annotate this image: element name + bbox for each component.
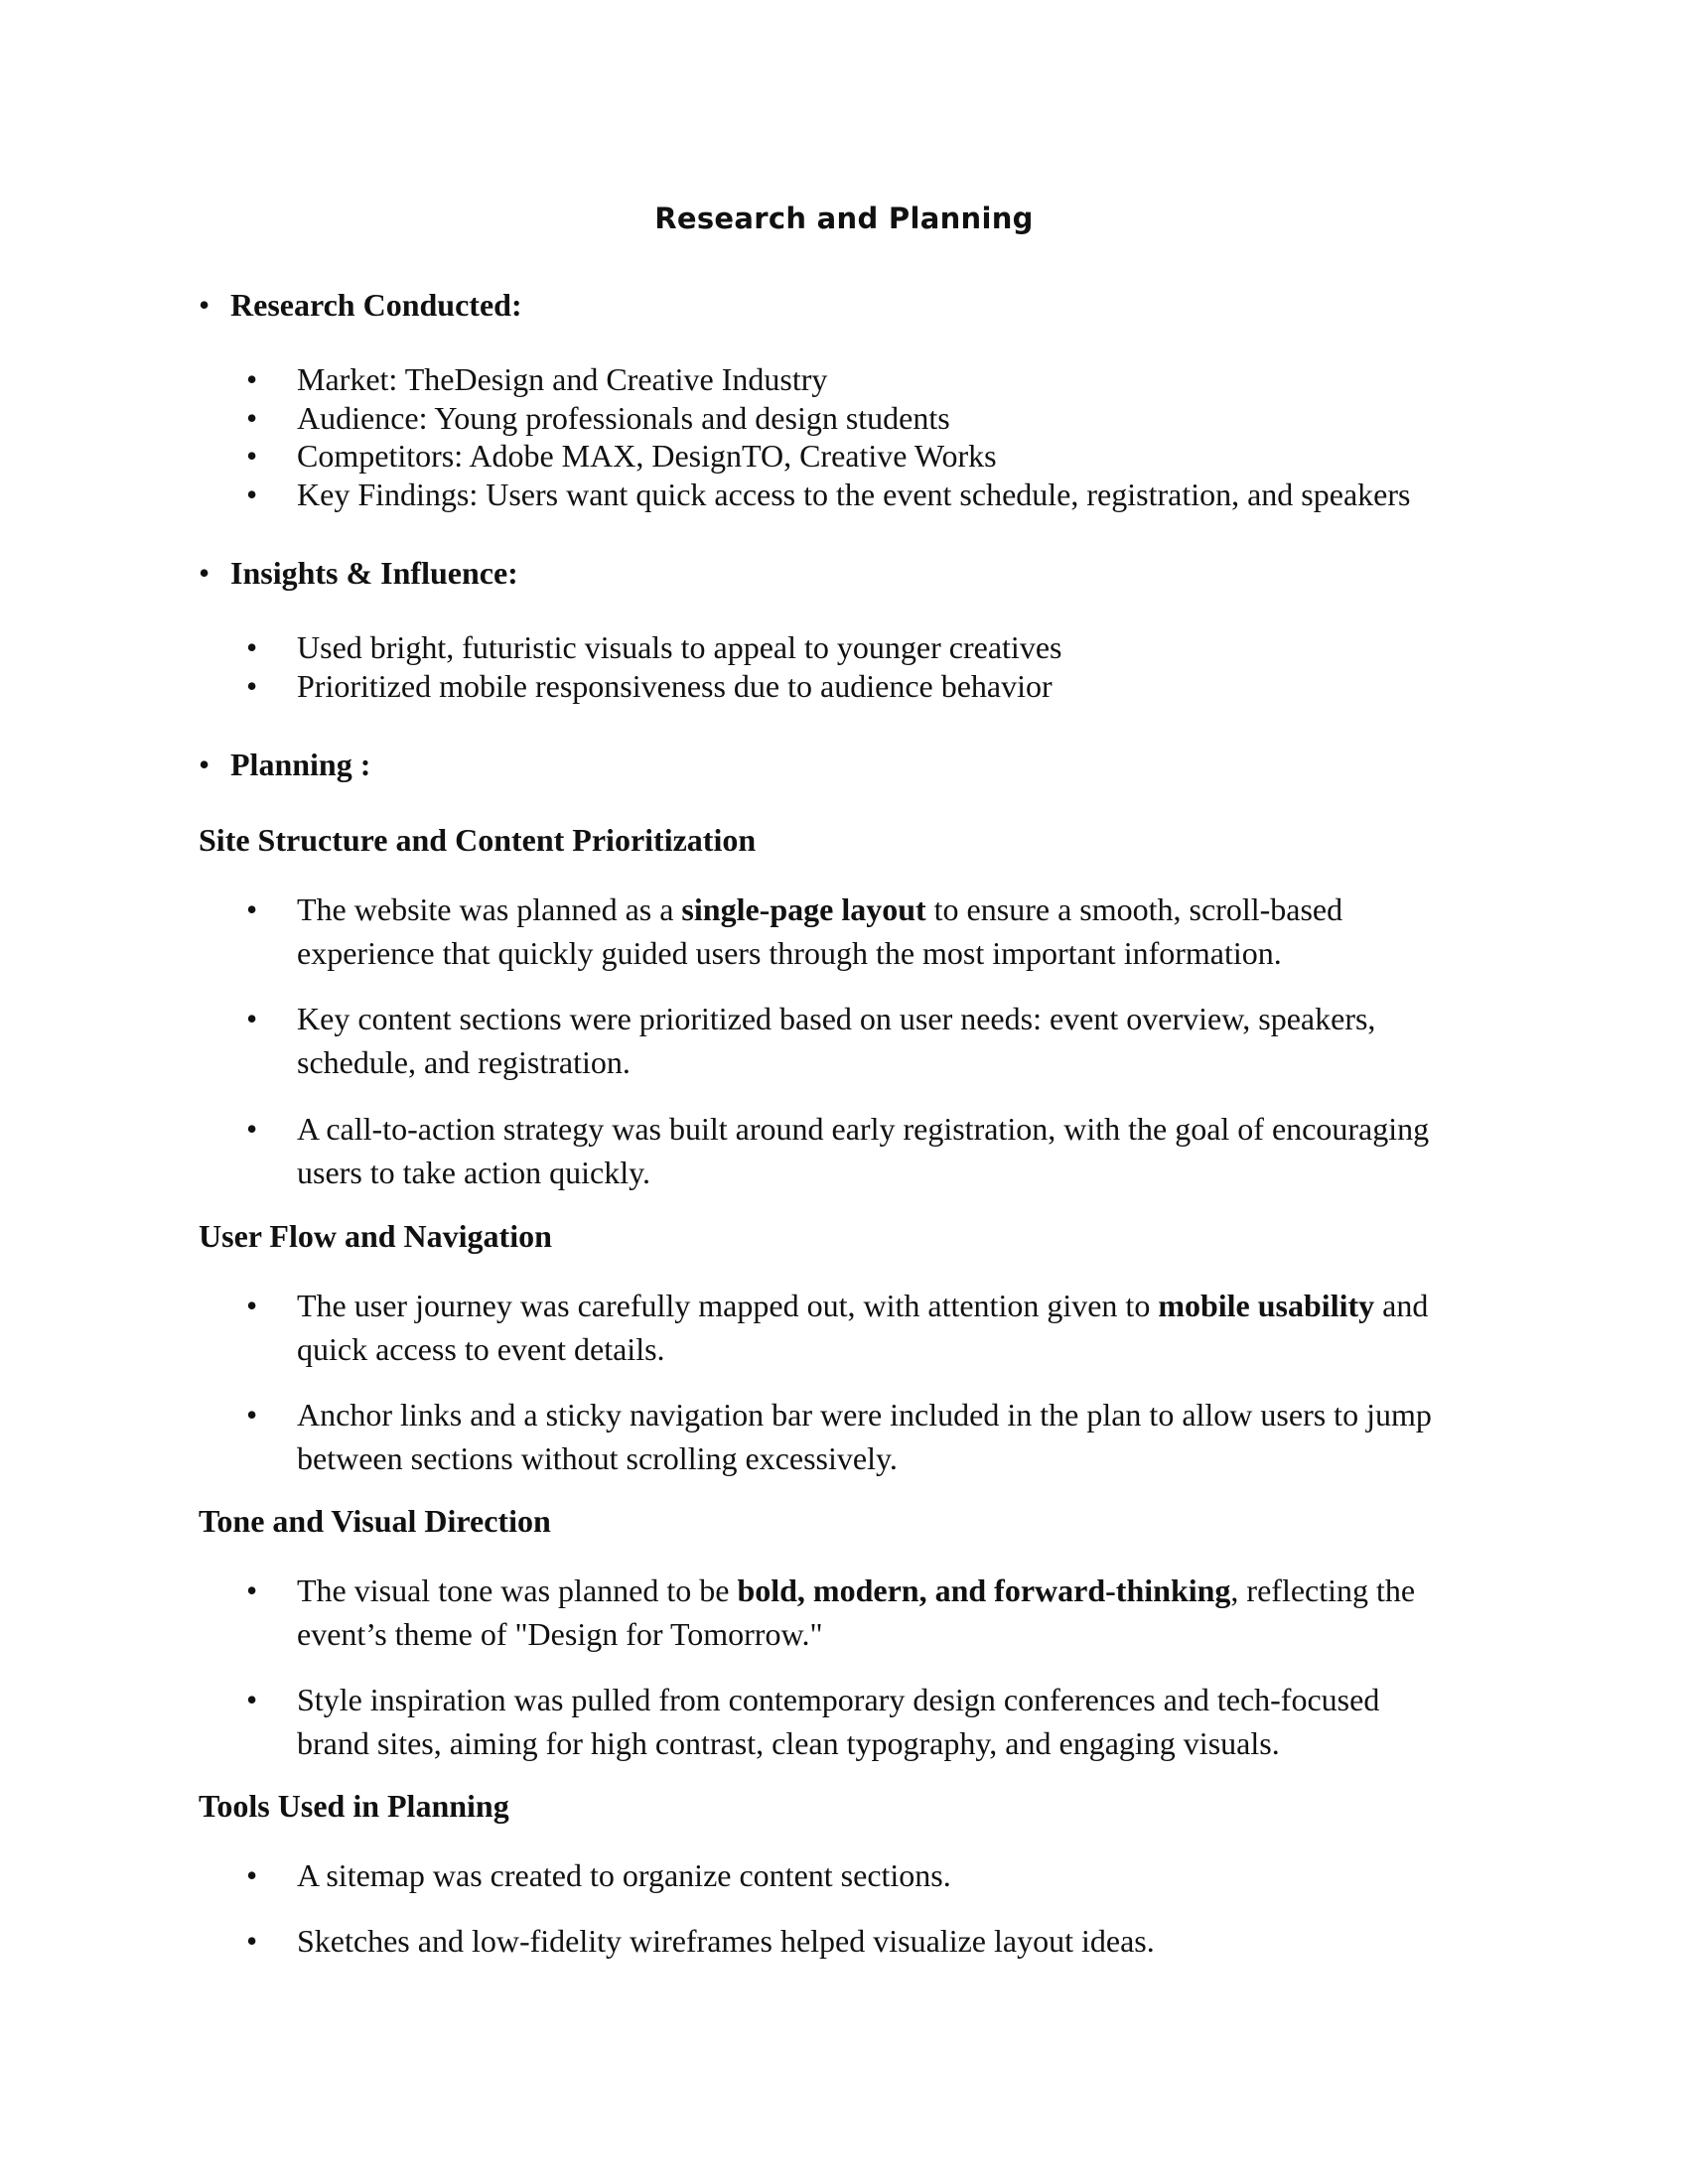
subheading-tools: Tools Used in Planning [199, 1788, 509, 1824]
bullet-icon: • [246, 891, 258, 927]
list-item: • Competitors: Adobe MAX, DesignTO, Creative Works [246, 438, 997, 474]
document-page: Research and Planning • Research Conducted: • Market: TheDesign and Creative Industry • Audience: Young professionals and design students • Competitors: Adobe MAX, DesignTO, Creative Works • Key Findings: Users want quick access to the event schedule, registration, and speakers • Insights & Influence: • Used bright, futuristic visuals to appeal to younger creatives • Prioritized mobile responsiveness due to audience behavior • Planning : Site Structure and Content Prioritization • The website was planned as a single-page layout to ensure a smooth, scroll-based experience that quickly guided users through the most important information. • Key content sections were prioritized based on user needs: event overview, speakers, schedule, and registration. • A call-to-action strategy was built around early registration, with the goal of encouraging users to take action quickly. User Flow and Navigation • The user journey was carefully mapped out, with attention given to mobile usability and quick access to event details. • Anchor links and a sticky navigation bar were included in the plan to allow users to jump between sections without scrolling excessively. Tone and Visual Direction • The visual tone was planned to be bold, modern, and forward-thinking, reflecting the event’s theme of "Design for Tomorrow." • Style inspiration was pulled from contemporary design conferences and tech-focused brand sites, aiming for high contrast, clean typography, and engaging visuals. Tools Used in Planning • A sitemap was created to organize content sections. • Sketches and low-fidelity wireframes helped visualize layout ideas. [0, 0, 1688, 2184]
bullet-icon: • [199, 287, 211, 323]
bullet-icon: • [246, 1682, 258, 1717]
list-item: • Audience: Young professionals and design students [246, 399, 950, 436]
bullet-icon: • [246, 629, 258, 665]
bullet-icon: • [246, 361, 258, 397]
bullet-icon: • [246, 667, 258, 704]
section-heading-planning: • Planning : [199, 747, 371, 782]
bullet-icon: • [246, 1111, 258, 1147]
bullet-icon: • [246, 1923, 258, 1959]
bullet-icon: • [199, 555, 211, 591]
research-list [0, 360, 1688, 513]
subheading-user-flow: User Flow and Navigation [199, 1218, 552, 1254]
bullet-icon: • [246, 1857, 258, 1893]
bullet-icon: • [246, 1001, 258, 1036]
list-item: • Market: TheDesign and Creative Industry [246, 361, 828, 397]
bullet-icon: • [246, 1288, 258, 1323]
bullet-icon: • [246, 1572, 258, 1608]
bullet-icon: • [246, 399, 258, 436]
bullet-icon: • [246, 476, 258, 512]
insights-list [0, 628, 1688, 705]
section-heading-insights: • Insights & Influence: [199, 555, 518, 591]
list-item: • Key Findings: Users want quick access to the event schedule, registration, and speakers [246, 476, 1411, 512]
subheading-site-structure: Site Structure and Content Prioritization [199, 822, 757, 858]
list-item: • Prioritized mobile responsiveness due to audience behavior [246, 667, 1053, 704]
list-item: • Used bright, futuristic visuals to appeal to younger creatives [246, 629, 1062, 665]
subheading-tone: Tone and Visual Direction [199, 1503, 551, 1539]
bullet-icon: • [246, 1397, 258, 1433]
bullet-icon: • [199, 747, 211, 782]
page-title: Research and Planning [654, 202, 1034, 235]
section-heading-research: • Research Conducted: [199, 287, 522, 323]
bullet-icon: • [246, 438, 258, 474]
